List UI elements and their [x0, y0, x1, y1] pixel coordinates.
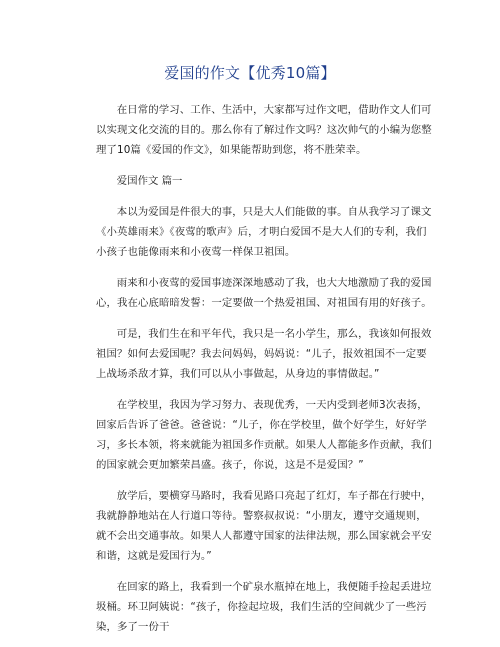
body-paragraph-5: 放学后，要横穿马路时，我看见路口亮起了红灯，车子都在行驶中，我就静静地站在人行道口等待。警察叔叔说：“小朋友，遵守交通规则，就不会出交通事故。如果人人都遵守国家的法律法规，那么国家就会平安和谐，这就是爱国行为。” — [96, 490, 432, 562]
intro-paragraph: 在日常的学习、工作、生活中，大家都写过作文吧，借助作文人们可以实现文化交流的目的。那么你有了解过作文吗？这次帅气的小编为您整理了10篇《爱国的作文》，如果能帮助到您，将不胜荣幸。 — [96, 104, 432, 156]
document-body — [96, 100, 436, 647]
body-paragraph-6: 在回家的路上，我看到一个矿泉水瓶掉在地上，我便随手捡起丢进垃圾桶。环卫阿姨说：“孩子，你捡起垃圾，我们生活的空间就少了一些污染，多了一份干 — [96, 581, 432, 633]
document-title: 爱国的作文【优秀10篇】 — [164, 64, 336, 82]
body-paragraph-1: 本以为爱国是件很大的事，只是大人们能做的事。自从我学习了课文《小英雄雨来》《夜莺的歌声》后，才明白爱国不是大人们的专利，我们小孩子也能像雨来和小夜莺一样保卫祖国。 — [96, 206, 432, 258]
body-paragraph-3: 可是，我们生在和平年代，我只是一名小学生，那么，我该如何报效祖国？如何去爱国呢？我去问妈妈，妈妈说：“儿子，报效祖国不一定要上战场杀敌才算，我们可以从小事做起，从身边的事情做起。” — [96, 328, 432, 380]
body-paragraph-4: 在学校里，我因为学习努力、表现优秀，一天内受到老师3次表扬，回家后告诉了爸爸。爸爸说：“儿子，你在学校里，做个好学生，好好学习，多长本领，将来就能为祖国多作贡献。如果人人都能多作贡献，我们的国家就会更加繁荣昌盛。孩子，你说，这是不是爱国？” — [96, 399, 432, 471]
section-heading: 爱国作文 篇一 — [116, 175, 183, 187]
body-paragraph-2: 雨来和小夜莺的爱国事迹深深地感动了我，也大大地激励了我的爱国心，我在心底暗暗发誓：一定要做一个热爱祖国、对祖国有用的好孩子。 — [96, 277, 432, 309]
